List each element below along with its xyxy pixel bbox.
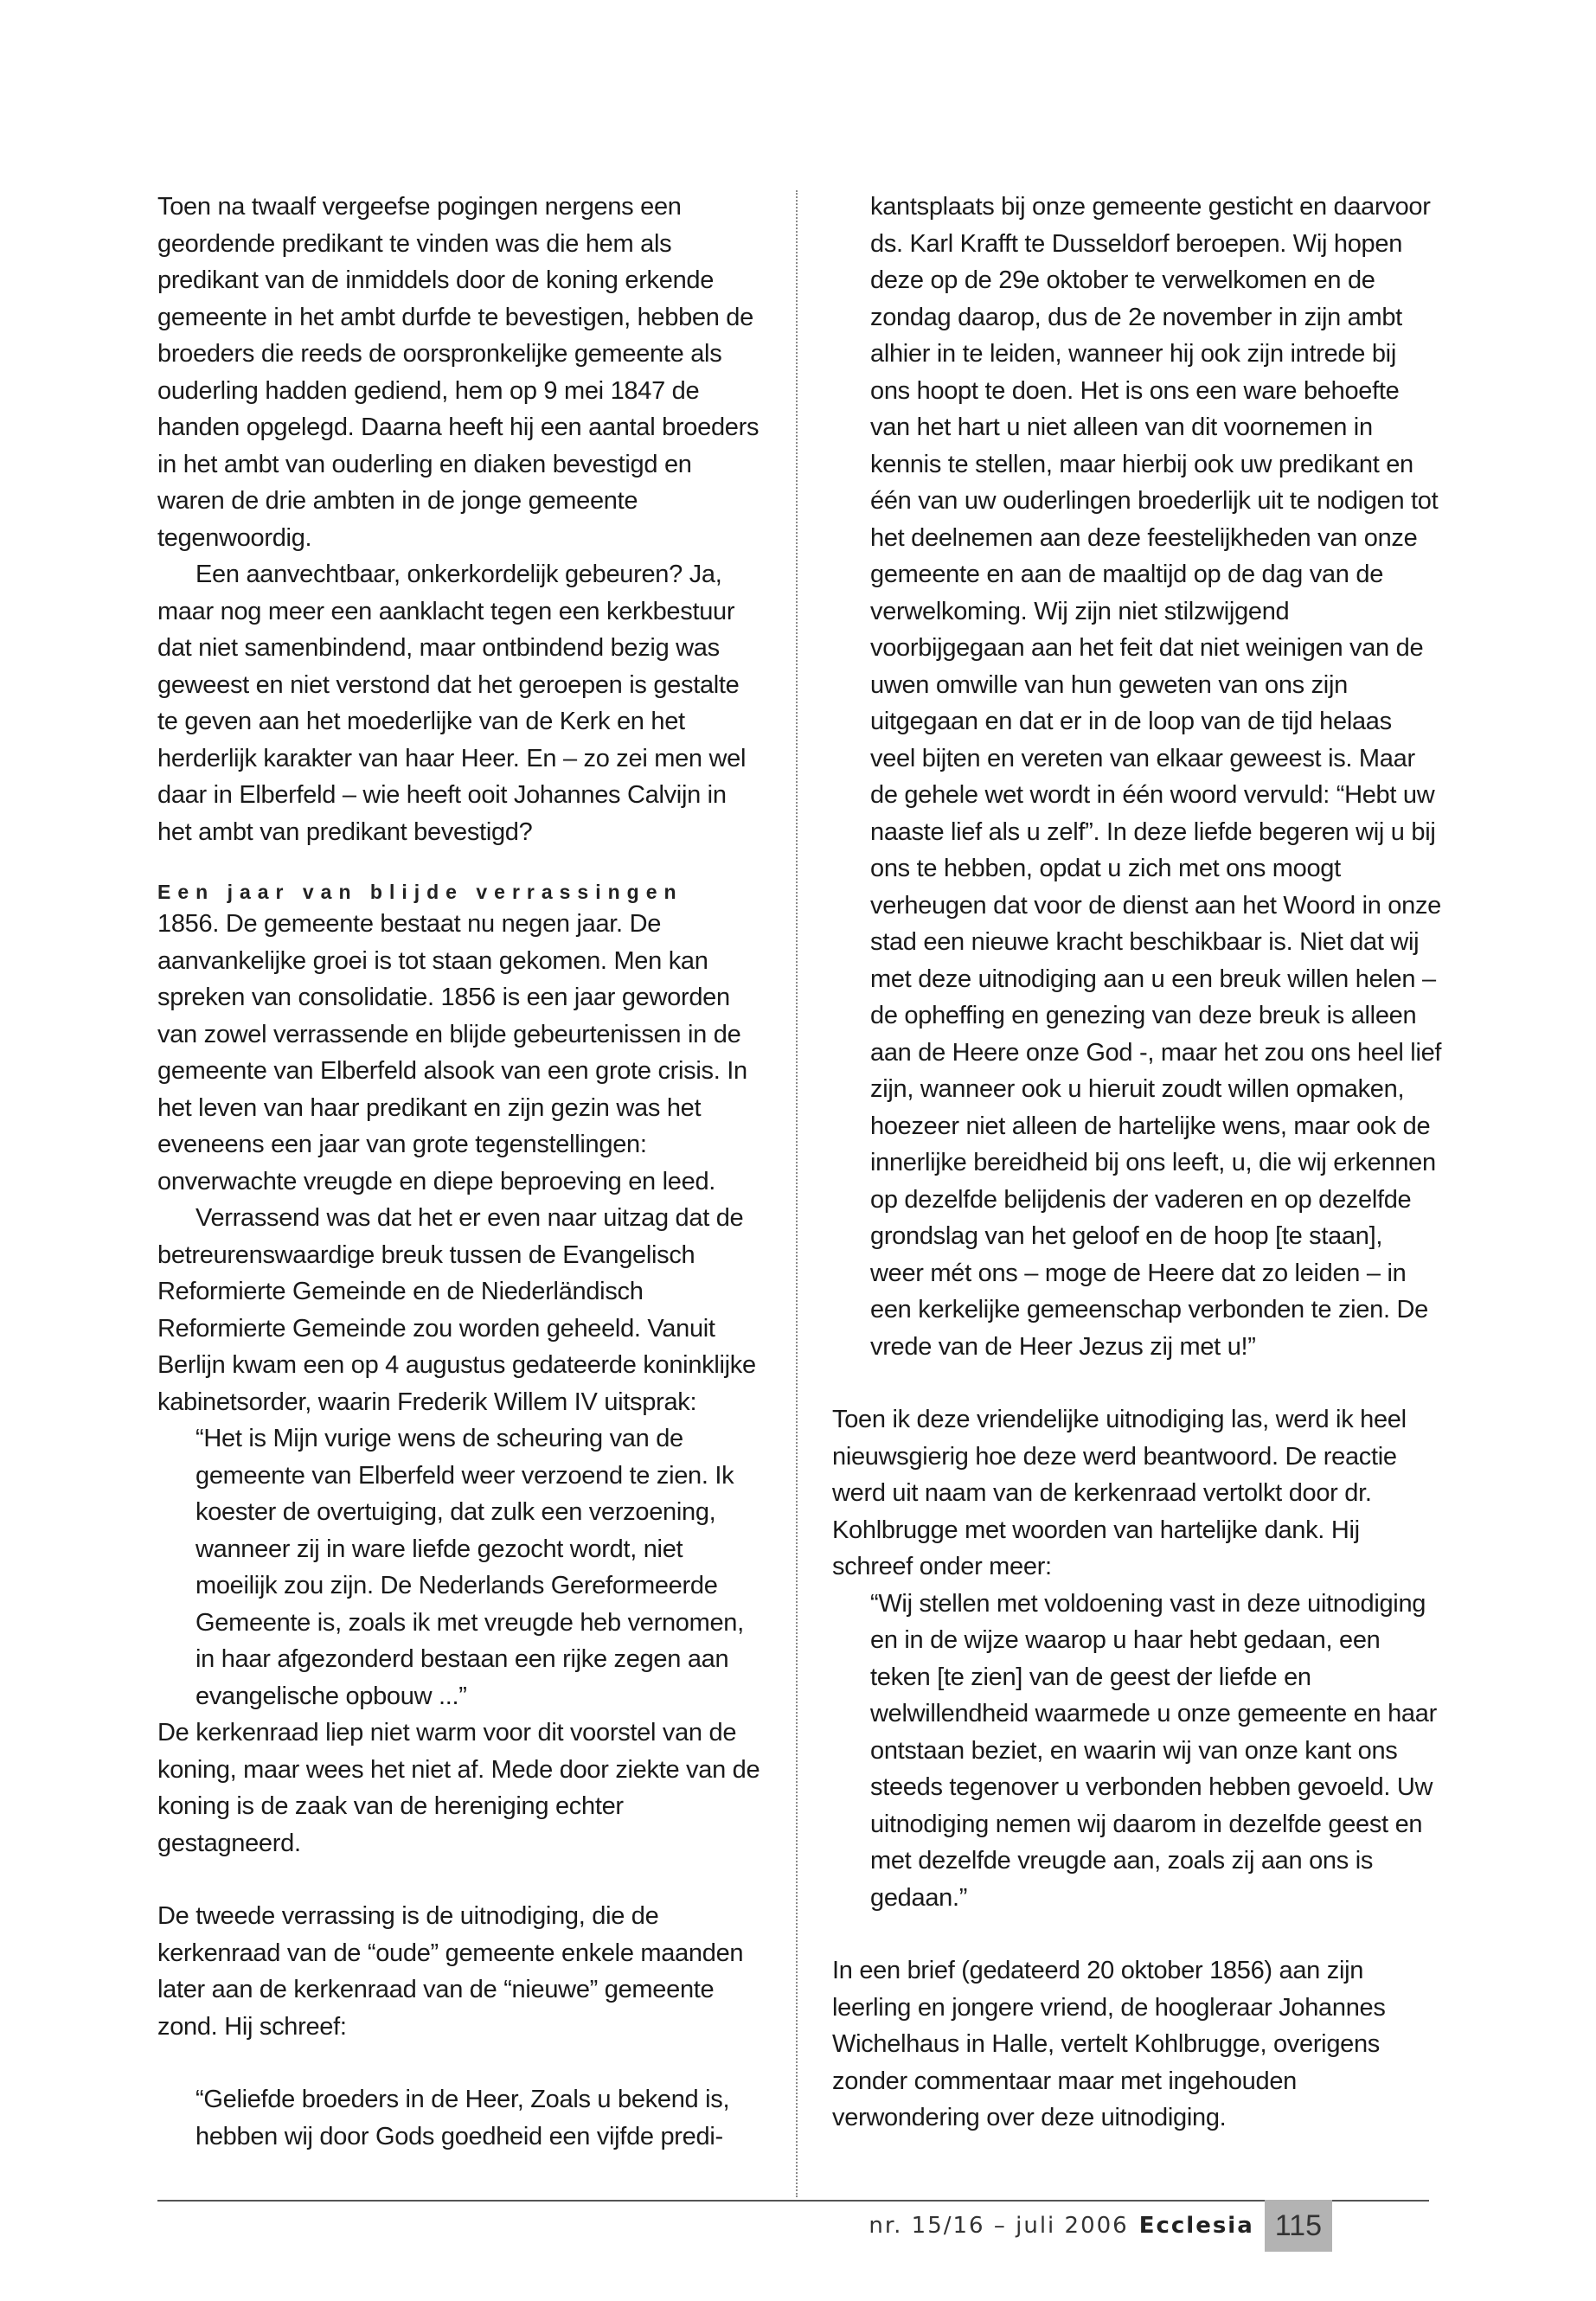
block-quote: “Het is Mijn vurige wens de scheuring van de gemeente van Elberfeld weer verzoend te zien. Ik koester de overtuiging, dat zulk een verzoening, wanneer zij in ware liefde gezocht wordt, niet moeilijk zou zijn. De Nederlands Gereformeerde Gemeente is, zoals ik met vreugde heb vernomen, in haar afgezonderd bestaan een rijke zegen aan evangelische opbouw ...” [195, 1425, 744, 1710]
paragraph: 1856. De gemeente bestaat nu negen jaar. De aanvankelijke groei is tot staan gekomen. Men kan spreken van consolidatie. 1856 is een jaar geworden van zowel verrassende en blijde gebeurtenissen in de gemeente van Elberfeld alsook van een grote crisis. In het leven van haar predikant en zijn gezin was het eveneens een jaar van grote tegenstellingen: onverwachte vreugde en diepe beproeving en leed. [157, 910, 747, 1195]
magazine-name: Ecclesia [1138, 2213, 1254, 2239]
paragraph: De kerkenraad liep niet warm voor dit voorstel van de koning, maar wees het niet af. Mede door ziekte van de koning is de zaak van de hereniging echter gestagneerd. [157, 1719, 760, 1857]
block-quote: “Wij stellen met voldoening vast in deze uitnodiging en in de wijze waarop u haar hebt gedaan, een teken [te zien] van de geest der liefde en welwillendheid waarmede u onze gemeente en haar ontstaan beziet, en waarin wij van onze kant ons steeds tegenover u verbonden hebben gevoeld. Uw uitnodiging nemen wij daarom in dezelfde geest en met dezelfde vreugde aan, zoals zij aan ons is gedaan.” [870, 1589, 1437, 1912]
issue-info: nr. 15/16 – juli 2006 [869, 2213, 1129, 2239]
paragraph: In een brief (gedateerd 20 oktober 1856) aan zijn leerling en jongere vriend, de hoogleraar Johannes Wichelhaus in Halle, vertelt Kohlbrugge, overigens zonder commentaar maar met ingehouden verwondering over deze uitnodiging. [832, 1957, 1386, 2131]
paragraph: Toen na twaalf vergeefse pogingen nergens een geordende predikant te vinden was die hem als predikant van de inmiddels door de koning erkende gemeente in het ambt durfde te bevestigen, hebben de broeders die reeds de oorspronkelijke gemeente als ouderling hadden gediend, hem op 9 mei 1847 de handen opgelegd. Daarna heeft hij een aantal broeders in het ambt van ouderling en diaken bevestigd en waren de drie ambten in de jonge gemeente tegenwoordig. [157, 193, 760, 552]
column-divider [796, 190, 798, 2197]
right-column [832, 189, 1442, 2137]
block-quote: kantsplaats bij onze gemeente gesticht en daarvoor ds. Karl Krafft te Dusseldorf beroepen. Wij hopen deze op de 29e oktober te verwelkomen en de zondag daarop, dus de 2e november in zijn ambt alhier in te leiden, wanneer hij ook zijn intrede bij ons hoopt te doen. Het is ons een ware behoefte van het hart u niet alleen van dit voornemen in kennis te stellen, maar hierbij ook uw predikant en één van uw ouderlingen broederlijk uit te nodigen tot het deelnemen aan deze feestelijkheden van onze gemeente en aan de maaltijd op de dag van de verwelkoming. Wij zijn niet stilzwijgend voorbijgegaan aan het feit dat niet weinigen van de uwen omwille van hun geweten van ons zijn uitgegaan en dat er in de loop van de tijd helaas veel bijten en vereten van elkaar geweest is. Maar de gehele wet wordt in één woord vervuld: “Hebt uw naaste lief als u zelf”. In deze liefde begeren wij u bij ons te hebben, opdat u zich met ons moogt verheugen dat voor de dienst aan het Woord in onze stad een nieuwe kracht beschikbaar is. Niet dat wij met deze uitnodiging aan u een breuk willen helen – de opheffing en genezing van deze breuk is alleen aan de Heere onze God -, maar het zou ons heel lief zijn, wanneer ook u hieruit zoudt willen opmaken, hoezeer niet alleen de hartelijke wens, maar ook de innerlijke bereidheid bij ons leeft, u, die wij erkennen op dezelfde belijdenis der vaderen en op dezelfde grondslag van het geloof en de hoop [te staan], weer mét ons – moge de Heere dat zo leiden – in een kerkelijke gemeenschap verbonden te zien. De vrede van de Heer Jezus zij met u!” [870, 193, 1442, 1361]
paragraph: Een aanvechtbaar, onkerkordelijk gebeuren? Ja, maar nog meer een aanklacht tegen een kerkbestuur dat niet samenbindend, maar ontbindend bezig was geweest en niet verstond dat het geroepen is gestalte te geven aan het moederlijke van de Kerk en het herderlijk karakter van haar Heer. En – zo zei men wel daar in Elberfeld – wie heeft ooit Johannes Calvijn in het ambt van predikant bevestigd? [157, 561, 747, 846]
block-quote: “Geliefde broeders in de Heer, Zoals u bekend is, hebben wij door Gods goedheid een vijfde predi- [195, 2086, 730, 2150]
paragraph: Verrassend was dat het er even naar uitzag dat de betreurenswaardige breuk tussen de Evangelisch Reformierte Gemeinde en de Niederländisch Reformierte Gemeinde zou worden geheeld. Vanuit Berlijn kwam een op 4 augustus gedateerde koninklijke kabinetsorder, waarin Frederik Willem IV uitsprak: [157, 1204, 756, 1416]
paragraph: De tweede verrassing is de uitnodiging, die de kerkenraad van de “oude” gemeente enkele maanden later aan de kerkenraad van de “nieuwe” gemeente zond. Hij schreef: [157, 1902, 744, 2041]
page-footer [869, 2200, 1332, 2252]
paragraph: Toen ik deze vriendelijke uitnodiging las, werd ik heel nieuwsgierig hoe deze werd beantwoord. De reactie werd uit naam van de kerkenraad vertolkt door dr. Kohlbrugge met woorden van hartelijke dank. Hij schreef onder meer: [832, 1406, 1407, 1580]
page-number: 115 [1265, 2200, 1332, 2252]
section-heading: Een jaar van blijde verrassingen [157, 881, 683, 903]
left-column [157, 189, 763, 2155]
